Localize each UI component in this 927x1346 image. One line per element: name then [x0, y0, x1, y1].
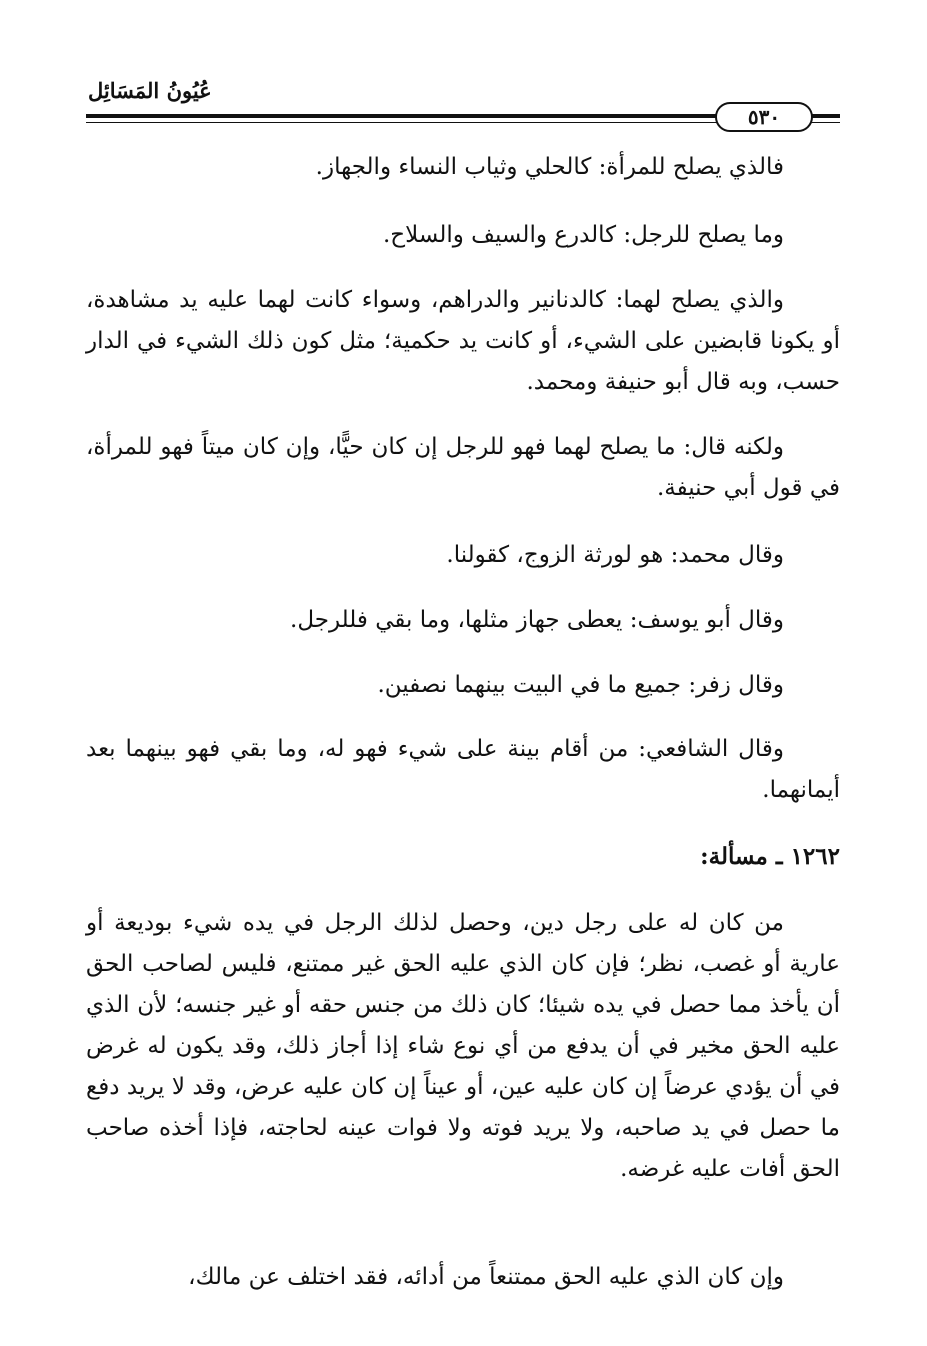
page-body: [86, 0, 840, 1346]
paragraph: وقال محمد: هو لورثة الزوج، كقولنا.: [446, 542, 784, 568]
running-title: عُيُونُ المَسَائِل: [88, 78, 212, 103]
paragraph: وقال أبو يوسف: يعطى جهاز مثلها، وما بقي فللرجل.: [290, 607, 784, 633]
paragraph: والذي يصلح لهما: كالدنانير والدراهم، وسواء كانت لهما عليه يد مشاهدة، أو يكونا قابضين على الشيء، أو كانت يد حكمية؛ مثل كون ذلك الشيء في الدار حسب، وبه قال أبو حنيفة ومحمد.: [86, 287, 840, 395]
paragraph: من كان له على رجل دين، وحصل لذلك الرجل في يده شيء بوديعة أو عارية أو غصب، نظر؛ فإن كان الذي عليه الحق غير ممتنع، فليس لصاحب الحق أن يأخذ مما حصل في يده شيئا؛ كان ذلك من جنس حقه أو غير جنسه؛ لأن الذي عليه الحق مخير في أن يدفع من أي نوع شاء إذا أجاز ذلك، وقد يكون له غرض في أن يؤدي عرضاً إن كان عليه عين، أو عيناً إن كان عليه عرض، وقد لا يريد دفع ما حصل في يد صاحبه، ولا يريد فوته ولا فوات عينه لحاجته، فإذا أخذه صاحب الحق أفات عليه غرضه.: [86, 910, 840, 1182]
paragraph: فالذي يصلح للمرأة: كالحلي وثياب النساء والجهاز.: [315, 154, 784, 180]
section-heading: ١٢٦٢ ـ مسألة:: [700, 843, 840, 870]
paragraph: وما يصلح للرجل: كالدرع والسيف والسلاح.: [382, 222, 784, 248]
paragraph: ولكنه قال: ما يصلح لهما فهو للرجل إن كان حيًّا، وإن كان ميتاً فهو للمرأة، في قول أبي حنيفة.: [86, 434, 840, 501]
paragraph: وقال الشافعي: من أقام بينة على شيء فهو له، وما بقي فهو بينهما بعد أيمانهما.: [86, 736, 840, 803]
page-number: ٥٣٠: [715, 102, 813, 132]
paragraph: وإن كان الذي عليه الحق ممتنعاً من أدائه، فقد اختلف عن مالك،: [188, 1264, 784, 1290]
paragraph: وقال زفر: جميع ما في البيت بينهما نصفين.: [377, 672, 784, 698]
